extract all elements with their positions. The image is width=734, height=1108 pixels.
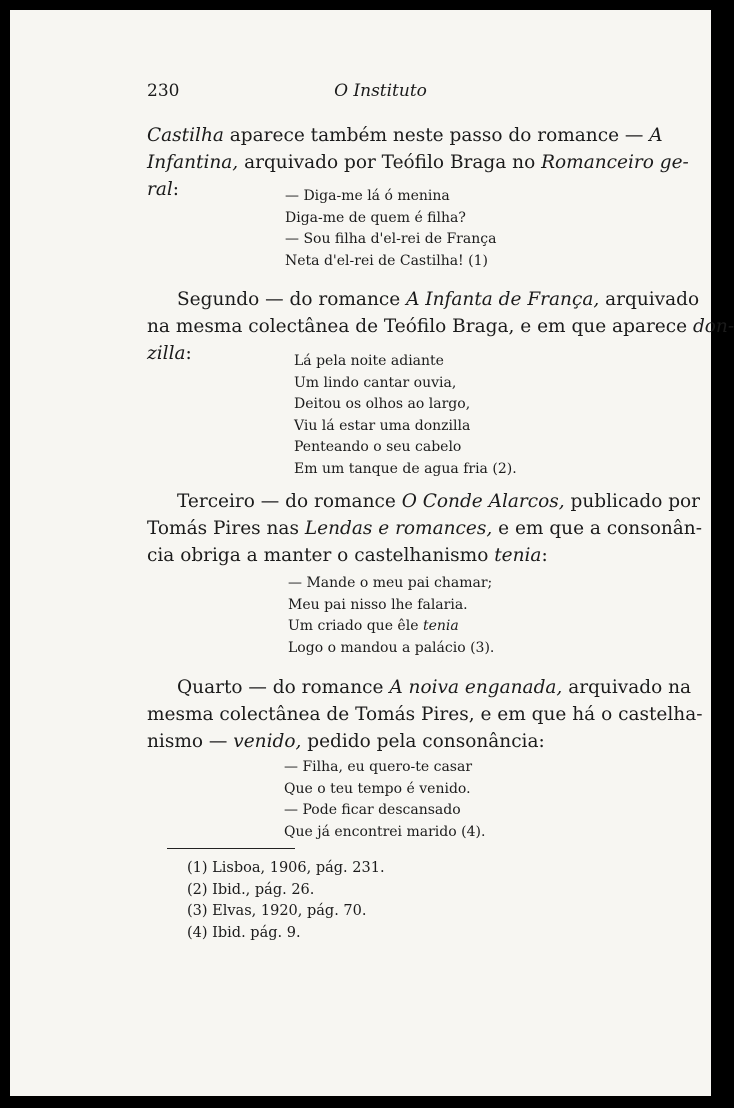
text-line — [147, 542, 623, 569]
footnote-divider — [167, 848, 295, 849]
text: aparece também neste passo do romance — — [223, 125, 650, 146]
text: pedido pela consonância: — [301, 731, 545, 752]
verse-line: Que já encontrei marido (4). — [284, 823, 486, 840]
verse-line: — Mande o meu pai chamar; — [288, 575, 493, 591]
text-line — [147, 149, 689, 176]
verse-line: Diga-me de quem é filha? — [285, 209, 466, 226]
text: Segundo — do romance — [177, 289, 407, 310]
footnote: (2) Ibid., pág. 26. — [187, 881, 315, 898]
running-header — [10, 81, 711, 105]
text: : — [185, 343, 192, 364]
verse-infantina — [285, 186, 496, 272]
text-line — [147, 488, 701, 515]
verse-line: Meu pai nisso lhe falaria. — [288, 596, 468, 613]
text: : — [172, 179, 180, 200]
verse-line: — Pode ficar descansado — [284, 802, 461, 818]
verse-line: Viu lá estar uma donzilla — [294, 417, 471, 434]
verse-noiva-enganada — [284, 757, 485, 843]
verse-line: Logo o mandou a palácio (3). — [288, 639, 495, 656]
text: na mesma colectânea de Teófilo Braga, e em que aparece — [147, 316, 693, 337]
italic-text: Infantina, — [147, 152, 239, 173]
verse-line: — Filha, eu quero-te casar — [284, 759, 473, 775]
header-title: O Instituto — [334, 81, 427, 101]
text: arquivado por Teófilo Braga no — [238, 152, 542, 173]
paragraph-quarto — [147, 674, 703, 755]
verse-conde-alarcos — [288, 573, 494, 659]
italic-text: A Infanta de França, — [406, 289, 600, 310]
verse-line: — Diga-me lá ó menina — [285, 188, 450, 204]
text: cia obriga a manter o castelhanismo — [147, 545, 495, 566]
italic-text: tenia — [494, 545, 542, 566]
footnote: (3) Elvas, 1920, pág. 70. — [187, 903, 367, 919]
italic-text: zilla — [147, 343, 186, 364]
italic-text: Romanceiro ge- — [541, 152, 689, 173]
text: : — [541, 545, 548, 566]
text: arquivado — [599, 289, 700, 310]
text-line — [147, 313, 734, 340]
italic-text: don- — [692, 316, 734, 337]
text: nismo — — [147, 731, 234, 752]
text-line — [147, 515, 702, 542]
text: Terceiro — do romance — [177, 491, 402, 512]
verse-infanta-de-franca — [294, 351, 517, 480]
page-number: 230 — [147, 81, 180, 101]
italic-text: A — [649, 125, 663, 146]
text: Quarto — do romance — [177, 677, 390, 698]
text: Um criado que êle — [288, 618, 423, 634]
verse-line: Neta d'el-rei de Castilha! (1) — [285, 252, 488, 269]
text: arquivado na — [562, 677, 692, 698]
verse-line: Penteando o seu cabelo — [294, 439, 462, 455]
text: e em que a consonân- — [492, 518, 702, 539]
italic-text: venido, — [233, 731, 302, 752]
italic-text: Lendas e romances, — [304, 518, 493, 539]
verse-line: Em um tanque de agua fria (2). — [294, 460, 517, 477]
text-line — [147, 674, 692, 701]
verse-line: Lá pela noite adiante — [294, 353, 444, 369]
verse-line: — Sou filha d'el-rei de França — [285, 231, 497, 247]
footnote: (4) Ibid. pág. 9. — [187, 924, 301, 941]
italic-text: ral — [147, 179, 173, 200]
italic-text: O Conde Alarcos, — [401, 491, 565, 512]
italic-text: Castilha — [147, 125, 224, 146]
text: Tomás Pires nas — [147, 518, 305, 539]
italic-text: tenia — [422, 618, 459, 634]
verse-line: Deitou os olhos ao largo, — [294, 396, 471, 412]
verse-line: Que o teu tempo é venido. — [284, 780, 471, 797]
paragraph-terceiro — [147, 488, 702, 569]
verse-line: Um lindo cantar ouvia, — [294, 374, 457, 391]
footnotes — [187, 858, 385, 944]
text: publicado por — [564, 491, 701, 512]
footnote: (1) Lisboa, 1906, pág. 231. — [187, 860, 385, 876]
text-line — [147, 728, 623, 755]
text: mesma colectânea de Tomás Pires, e em que há o castelha- — [147, 704, 703, 725]
verse-line — [288, 616, 494, 638]
text-line — [147, 701, 703, 728]
italic-text: A noiva enganada, — [389, 677, 563, 698]
text-line — [147, 286, 700, 313]
book-page — [10, 10, 734, 1096]
text-line — [147, 122, 663, 149]
